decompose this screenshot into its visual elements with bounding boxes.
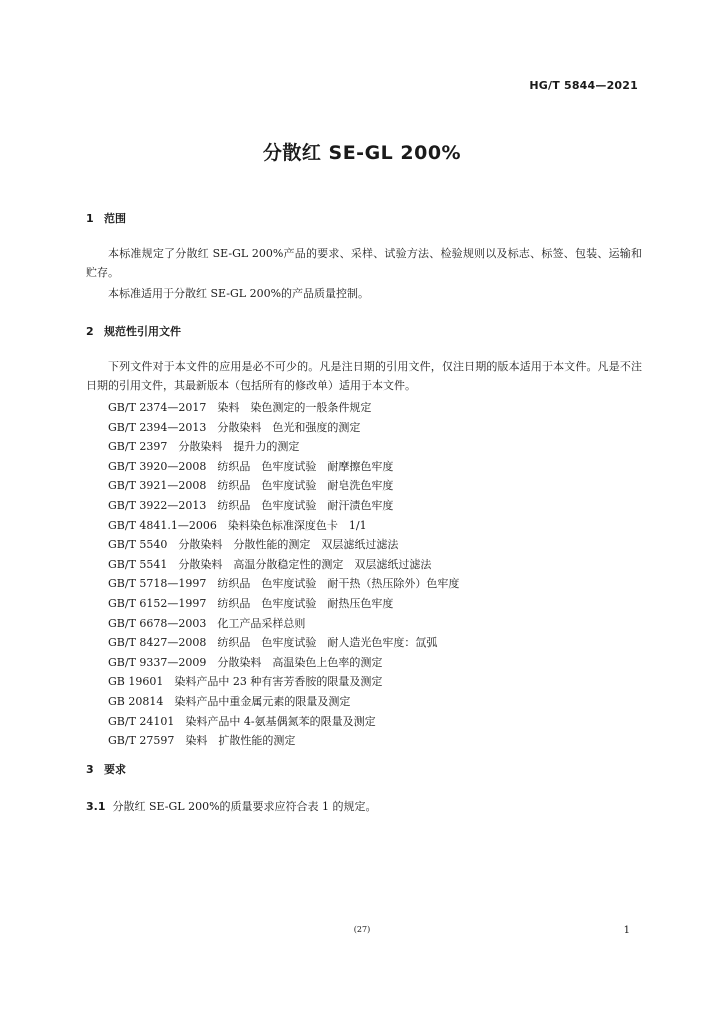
reference-item: GB/T 9337—2009 分散染料 高温染色上色率的测定	[108, 655, 383, 669]
reference-item: GB 20814 染料产品中重金属元素的限量及测定	[108, 694, 351, 708]
reference-item: GB/T 3922—2013 纺织品 色牢度试验 耐汗渍色牢度	[108, 498, 394, 512]
section-title: 要求	[104, 763, 126, 776]
section-number: 3	[86, 763, 94, 776]
footer-page-number-right: 1	[623, 925, 630, 936]
references-intro: 下列文件对于本文件的应用是必不可少的。凡是注日期的引用文件，仅注日期的版本适用于本文件。凡是不注日期的引用文件，其最新版本（包括所有的修改单）适用于本文件。	[86, 360, 642, 392]
clause-text: 分散红 SE-GL 200%的质量要求应符合表 1 的规定。	[112, 800, 377, 813]
section-title: 规范性引用文件	[104, 325, 181, 338]
section-1-heading	[86, 210, 126, 226]
reference-item: GB/T 27597 染料 扩散性能的测定	[108, 734, 296, 748]
reference-item: GB/T 6152—1997 纺织品 色牢度试验 耐热压色牢度	[108, 596, 394, 610]
reference-item: GB/T 6678—2003 化工产品采样总则	[108, 616, 306, 630]
reference-item: GB/T 2374—2017 染料 染色测定的一般条件规定	[108, 401, 372, 414]
section-number: 1	[86, 212, 94, 225]
clause-number: 3.1	[86, 800, 106, 813]
reference-item: GB/T 5540 分散染料 分散性能的测定 双层滤纸过滤法	[108, 538, 399, 552]
reference-list	[108, 398, 459, 751]
reference-item: GB/T 5718—1997 纺织品 色牢度试验 耐干热（热压除外）色牢度	[108, 577, 460, 591]
reference-item: GB/T 8427—2008 纺织品 色牢度试验 耐人造光色牢度：氙弧	[108, 636, 438, 650]
reference-item: GB 19601 染料产品中 23 种有害芳香胺的限量及测定	[108, 675, 383, 689]
document-title: 分散红 SE-GL 200%	[262, 142, 462, 164]
reference-item: GB/T 2394—2013 分散染料 色光和强度的测定	[108, 420, 361, 434]
clause-3-1	[86, 798, 377, 814]
section-title: 范围	[104, 212, 126, 225]
scope-paragraph-2: 本标准适用于分散红 SE-GL 200%的产品质量控制。	[108, 287, 370, 300]
reference-item: GB/T 24101 染料产品中 4-氨基偶氮苯的限量及测定	[108, 714, 376, 728]
reference-item: GB/T 5541 分散染料 高温分散稳定性的测定 双层滤纸过滤法	[108, 557, 432, 571]
reference-item: GB/T 4841.1—2006 染料染色标准深度色卡 1/1	[108, 518, 367, 532]
scope-paragraph-1: 本标准规定了分散红 SE-GL 200%产品的要求、采样、试验方法、检验规则以及标志、标签、包装、运输和贮存。	[86, 247, 642, 279]
section-3-heading	[86, 761, 126, 777]
standard-code: HG/T 5844—2021	[529, 79, 638, 92]
reference-item: GB/T 3921—2008 纺织品 色牢度试验 耐皂洗色牢度	[108, 479, 394, 493]
footer-page-number-center: (27)	[353, 925, 371, 934]
section-number: 2	[86, 325, 94, 338]
reference-item: GB/T 2397 分散染料 提升力的测定	[108, 440, 300, 454]
section-2-heading	[86, 323, 181, 339]
reference-item: GB/T 3920—2008 纺织品 色牢度试验 耐摩擦色牢度	[108, 459, 394, 473]
